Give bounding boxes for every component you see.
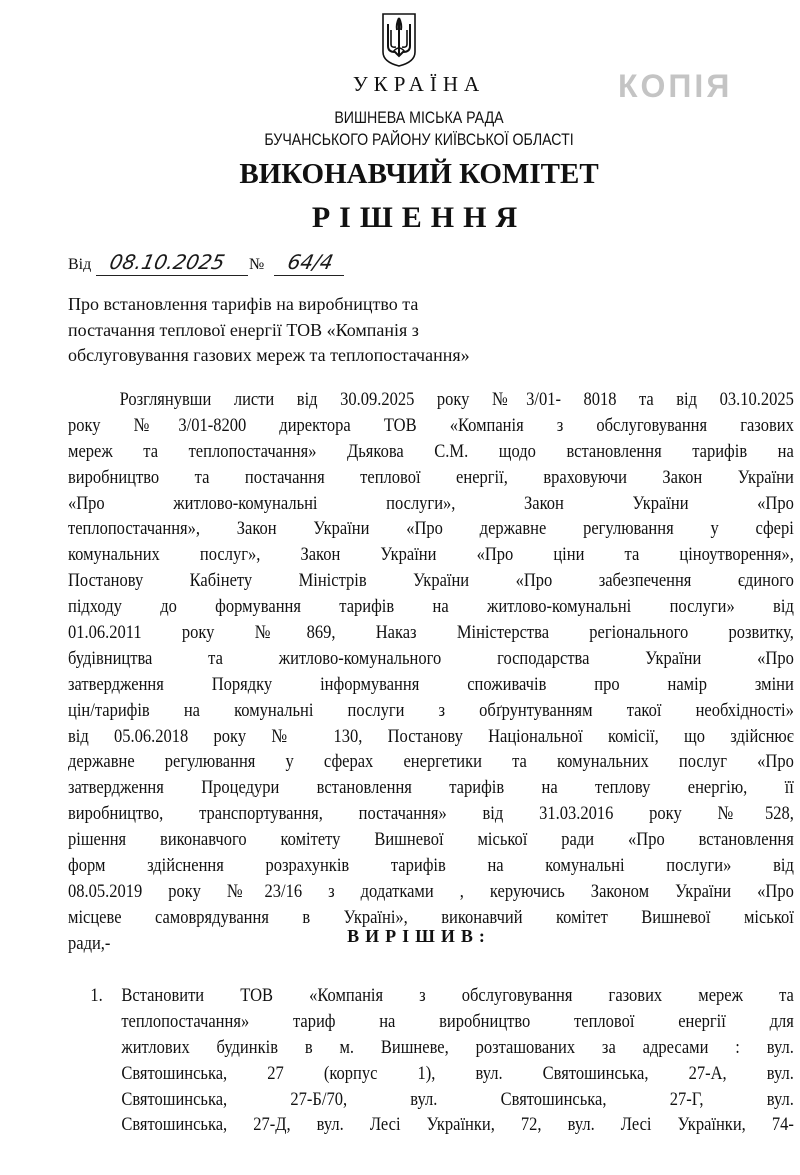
number-underline: [274, 275, 344, 276]
number-label: №: [249, 256, 265, 273]
preamble-line: затвердження Порядку інформування споживачів про намір зміни: [68, 673, 794, 695]
preamble-line: 08.05.2019 року №23/16 з додатками , керуючись Законом України «Про: [68, 880, 794, 902]
preamble-line: теплопостачання», Закон України «Про державне регулювання у сфері: [68, 518, 794, 540]
handwritten-number: 64/4: [285, 250, 336, 274]
item-number: 1.: [90, 985, 103, 1006]
preamble-line: від 05.06.2018 року № 130, Постанову Національної комісії, що здійснює: [68, 725, 794, 747]
item-line: Святошинська, 27-Д, вул. Лесі Українки, 72, вул. Лесі Українки, 74-: [121, 1114, 794, 1136]
preamble-line: 01.06.2011 року №869, Наказ Міністерства регіонального розвитку,: [68, 622, 794, 644]
item-line: Встановити ТОВ «Компанія з обслуговування газових мереж та: [121, 985, 794, 1006]
handwritten-date: 08.10.2025: [107, 250, 228, 274]
country-title: УКРАЇНА: [352, 72, 486, 96]
preamble-line: виробництво та постачання теплової енергії, враховуючи Закон України: [68, 466, 794, 488]
preamble-line: року №3/01-8200 директора ТОВ «Компанія з обслуговування газових: [68, 414, 794, 436]
item-line: Святошинська, 27-Б/70, вул. Святошинська, 27-Г, вул.: [121, 1088, 794, 1110]
preamble-line: місцеве самоврядування в Україні», виконавчий комітет Вишневої міської: [68, 906, 794, 928]
item-line: житлових будинків в м. Вишневе, розташованих за адресами : вул.: [121, 1036, 794, 1058]
subject-line: обслуговування газових мереж та теплопостачання»: [68, 345, 470, 365]
preamble-line: державне регулювання у сферах енергетики та комунальних послуг «Про: [68, 751, 794, 773]
subject-line: Про встановлення тарифів на виробництво та: [68, 294, 419, 314]
item-line: Святошинська, 27 (корпус 1), вул. Святошинська, 27-А, вул.: [121, 1062, 794, 1084]
preamble-line: цін/тарифів на комунальні послуги з обґрунтуванням такої необхідності»: [68, 699, 794, 721]
preamble-line: Розглянувши листи від 30.09.2025 року №3/01- 8018 та від 03.10.2025: [119, 389, 794, 410]
trident-coat-of-arms-icon: [381, 12, 417, 68]
preamble-line: комунальних послуг», Закон України «Про ціни та ціноутворення»,: [68, 544, 794, 566]
date-underline: [96, 275, 248, 276]
preamble-line: «Про житлово-комунальні послуги», Закон України «Про: [68, 492, 794, 514]
preamble-line: рішення виконавчого комітету Вишневої міської ради «Про встановлення: [68, 829, 794, 851]
copy-stamp: КОПІЯ: [618, 68, 733, 104]
document-subject: [68, 292, 588, 369]
preamble-line: виробництво, транспортування, постачання» від 31.03.2016 року №528,: [68, 803, 794, 825]
preamble-line: ради,-: [68, 932, 111, 954]
committee-title: ВИКОНАВЧИЙ КОМІТЕТ: [239, 158, 599, 190]
preamble-line: Постанову Кабінету Міністрів України «Про забезпечення єдиного: [68, 570, 794, 592]
preamble-line: затвердження Процедури встановлення тарифів на теплову енергію, її: [68, 777, 794, 799]
council-name: ВИШНЕВА МІСЬКА РАДА: [334, 109, 504, 127]
council-region: БУЧАНСЬКОГО РАЙОНУ КИЇВСЬКОЇ ОБЛАСТІ: [264, 131, 574, 149]
subject-line: постачання теплової енергії ТОВ «Компанія з: [68, 319, 419, 340]
preamble-paragraph: [68, 387, 794, 957]
document-type-title: РІШЕННЯ: [311, 201, 527, 234]
preamble-line: мереж та теплопостачання» Дьякова С.М. щодо встановлення тарифів на: [68, 440, 794, 462]
date-label: Від: [68, 256, 92, 273]
preamble-line: будівництва та житлово-комунального господарства України «Про: [68, 647, 794, 669]
preamble-line: форм здійснення розрахунків тарифів на комунальні послуги» від: [68, 855, 794, 877]
item-line: теплопостачання» тариф на виробництво теплової енергії для: [121, 1010, 794, 1032]
resolved-heading: ВИРІШИВ:: [347, 926, 491, 946]
preamble-line: підходу до формування тарифів на житлово-комунальні послуги» від: [68, 596, 794, 618]
